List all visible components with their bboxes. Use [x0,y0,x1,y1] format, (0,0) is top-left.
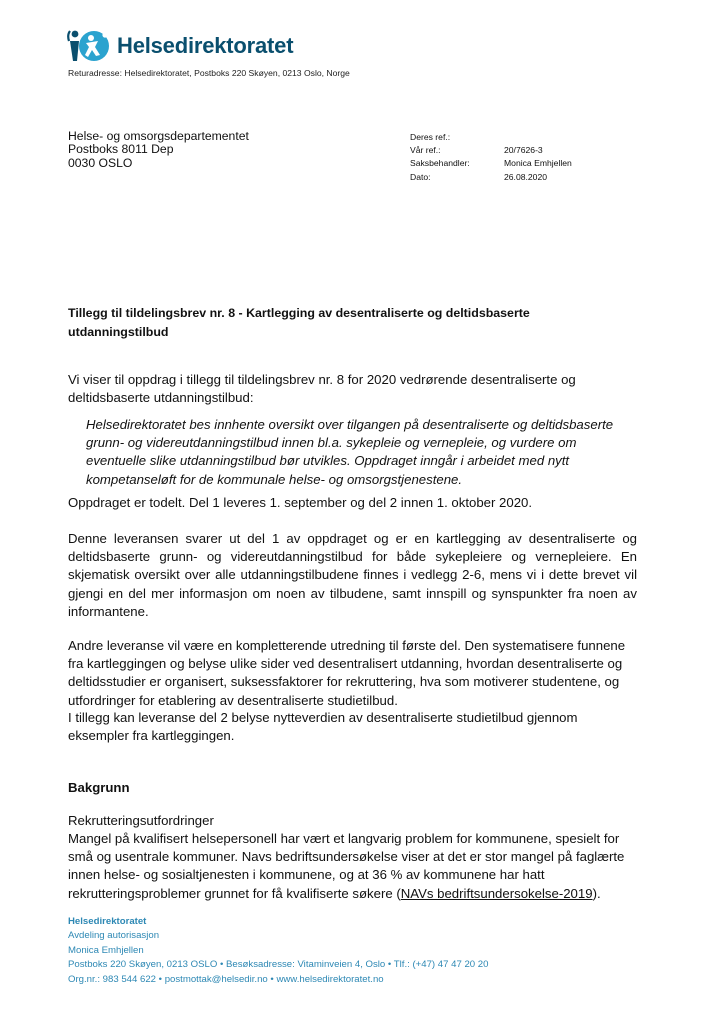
recruitment-text: Mangel på kvalifisert helsepersonell har vært et langvarig problem for kommunene, spesielt for små og usentrale kommuner. Navs bedriftsundersøkelse viser at det er stor mangel på faglærte innen helse- og sosialtjenesten i kommunene, og at 36 % av kommunene har hatt rekrutteringsproblemer grunnet for få kvalifiserte søkere ( [68,831,625,901]
footer [68,915,488,987]
meta-value: Monica Emhjellen [504,158,572,169]
delivery-paragraph-3: I tillegg kan leveranse del 2 belyse nytteverdien av desentraliserte studietilbud gjennom eksempler fra kartleggingen. [68,710,578,744]
meta-label: Deres ref.: [410,132,451,142]
recruitment-end: ). [592,885,601,901]
meta-label: Vår ref.: [410,145,441,156]
meta-label: Dato: [410,171,431,182]
nav-survey-link[interactable]: NAVs bedriftsundersokelse-2019 [400,885,593,901]
intro-paragraph: Vi viser til oppdrag i tillegg til tildelingsbrev nr. 8 for 2020 vedrørende desentraliserte og deltidsbaserte utdanningstilbud: [68,372,576,406]
recipient-address [68,130,249,170]
meta-value: 26.08.2020 [504,171,548,182]
letter-title: Tillegg til tildelingsbrev nr. 8 - Kartlegging av desentraliserte og deltidsbaserte utdanningstilbud [68,306,530,339]
assignment-quote: Helsedirektoratet bes innhente oversikt over tilgangen på desentraliserte og deltidsbaserte grunn- og videreutdanningstilbud innen bl.a. sykepleie og vernepleie, og vurdere om eventuelle slike utdanningstilbud bør utvikles. Oppdraget inngår i arbeidet med nytt kompetanseløft for de kommunale helse- og omsorgstjenestene. [86,417,614,487]
recipient-line: Postboks 8011 Dep [68,142,174,157]
background-heading: Bakgrunn [68,780,130,795]
delivery-paragraph-1: Denne leveransen svarer ut del 1 av oppdraget og er en kartlegging av desentraliserte og deltidsbaserte grunn- og videreutdanningstilbud for både sykepleiere og vernepleiere. En skjematisk oversikt over alle utdanningstilbudene finnes i vedlegg 2-6, mens vi i dette brevet vil gjengi en del mer informasjon om noen av tilbudene, samt innspill og synspunkter fra noen av informantene. [68,531,637,619]
meta-row [410,157,572,170]
meta-label: Saksbehandler: [410,158,470,169]
meta-row [410,171,572,184]
logo-figures-icon [67,29,113,63]
recruitment-paragraph [68,830,637,903]
delivery-paragraph-2: Andre leveranse vil være en kompletterende utredning til første del. Den systematisere funnene fra kartleggingen og belyse ulike sider ved desentralisert utdanning, hvordan desentraliserte og deltidsstudier er organisert, suksessfaktorer for rekruttering, hva som motiverer studentene, og utfordringer for etablering av desentraliserte studietilbud. [68,638,626,708]
helsedirektoratet-logo [67,28,293,64]
footer-contact: Monica Emhjellen [68,944,144,956]
meta-row [410,131,572,144]
footer-address: Postboks 220 Skøyen, 0213 OSLO • Besøksadresse: Vitaminveien 4, Oslo • Tlf.: (+47) 47 47 20 20 [68,959,489,971]
logo-text: Helsedirektoratet [117,33,294,58]
recruitment-heading: Rekrutteringsutfordringer [68,813,214,828]
split-paragraph: Oppdraget er todelt. Del 1 leveres 1. september og del 2 innen 1. oktober 2020. [68,495,533,510]
meta-value: 20/7626-3 [504,145,543,156]
recipient-line: 0030 OSLO [68,155,133,170]
footer-org: Helsedirektoratet [68,916,147,927]
footer-orgnr: Org.nr.: 983 544 622 • postmottak@helsedir.no • www.helsedirektoratet.no [68,973,384,985]
reference-block [410,131,572,184]
footer-department: Avdeling autorisasjon [68,930,160,942]
meta-row [410,144,572,157]
return-address: Returadresse: Helsedirektoratet, Postboks 220 Skøyen, 0213 Oslo, Norge [68,68,350,78]
recipient-line: Helse- og omsorgsdepartementet [68,129,249,143]
